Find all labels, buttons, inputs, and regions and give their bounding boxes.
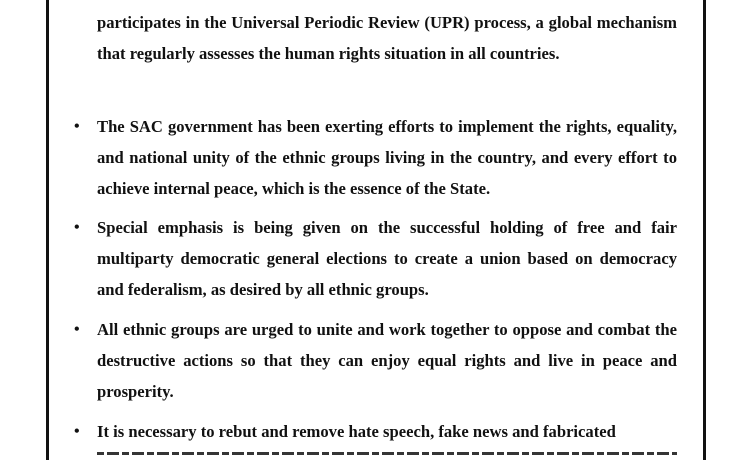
bullet-item: All ethnic groups are urged to unite and work together to oppose and combat the destructive actions so that they can enjoy equal rights and live in peace and prosperity. xyxy=(97,320,677,401)
continued-paragraph: participates in the Universal Periodic Review (UPR) process, a global mechanism that regularly assesses the human rights situation in all countries. xyxy=(97,13,677,63)
bullet-symbol: • xyxy=(74,219,80,236)
bullet-item: It is necessary to rebut and remove hate speech, fake news and fabricated xyxy=(97,422,616,441)
bullet-symbol: • xyxy=(74,118,80,135)
bullet-item: The SAC government has been exerting efforts to implement the rights, equality, and national unity of the ethnic groups living in the country, and every effort to achieve internal peace, which is the essence of the State. xyxy=(97,117,677,198)
bullet-symbol: • xyxy=(74,423,80,440)
bullet-item: Special emphasis is being given on the successful holding of free and fair multiparty democratic general elections to create a union based on democracy and federalism, as desired by all ethnic groups. xyxy=(97,218,677,299)
bullet-symbol: • xyxy=(74,321,80,338)
cut-off-text-line xyxy=(97,452,677,455)
